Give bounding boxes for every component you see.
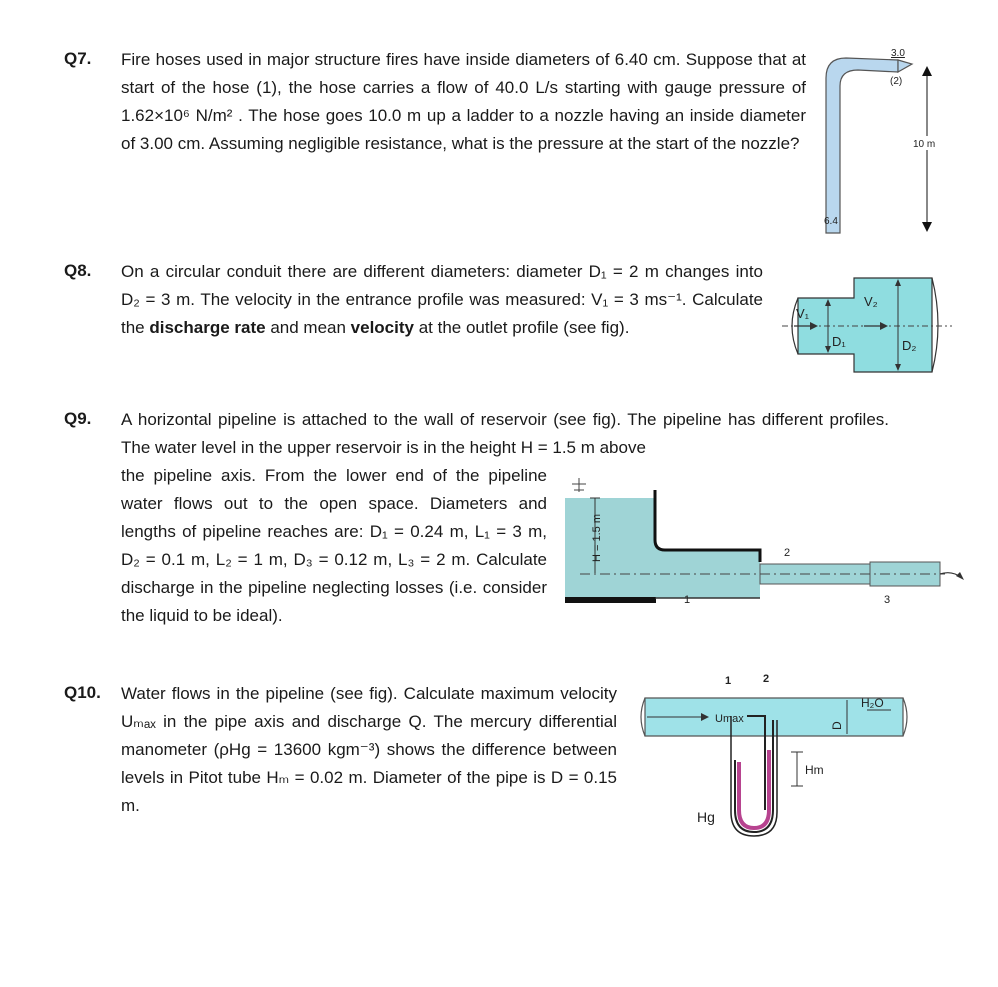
q8-text-mid: and mean [265, 318, 351, 337]
q10-hg-label: Hg [697, 809, 715, 825]
q9-section-1: 1 [684, 594, 691, 606]
q9-text-narrow: the pipeline axis. From the lower end of the pipeline water flows out to the open space. Diameters and lengths of pipeline reaches are: D₁ = 0.24 m, L₁ = 3 m, D₂ = 0.1 m, L₂ = 1 m, D₃ = 0.12 m, L₃ = 2 m. Calculate discharge in the pipeline neglecting losses (i.e. consider the liquid to be ideal). [121, 466, 547, 625]
q10-pitot-figure [635, 670, 925, 840]
q9-number: Q9. [64, 409, 92, 428]
q8-text [121, 258, 763, 342]
q7-number: Q7. [64, 49, 92, 68]
q10-h2o-label: H₂O [861, 696, 884, 710]
q8-v2-label: V₂ [864, 294, 878, 309]
q8-text-before: On a circular conduit there are different diameters: diameter D₁ = 2 m changes into D₂ = 3 m. The velocity in the entrance profile was measured: V₁ = 3 ms⁻¹. Calculate the [121, 262, 763, 337]
q10-umax-label: Umax [715, 713, 744, 725]
q7-top-label: 3.0 [891, 48, 905, 59]
q10-number: Q10. [64, 683, 101, 702]
q8-v1-label: V₁ [796, 306, 810, 321]
q7-bottom-label: 6.4 [824, 216, 838, 227]
q7-arrow-down [922, 222, 932, 232]
q8-text-after: at the outlet profile (see fig). [413, 318, 630, 337]
q8-number: Q8. [64, 261, 92, 280]
q10-point-1: 1 [725, 675, 732, 687]
q10-hm-label: Hm [805, 763, 824, 777]
q7-height-label: 10 m [913, 139, 936, 150]
q10-d-label: D [830, 721, 844, 730]
q7-point-label: (2) [890, 76, 903, 87]
q9-h-label: H = 1.5 m [591, 514, 603, 562]
q8-d2-label: D₂ [902, 338, 917, 353]
q8-bold-velocity: velocity [350, 318, 414, 337]
q7-text: Fire hoses used in major structure fires have inside diameters of 6.40 cm. Suppose that at start of the hose (1), the hose carries a flow of 40.0 L/s starting with gauge pressure of 1.62×10⁶ N/m² . The hose goes 10.0 m up a ladder to a nozzle having an inside diameter of 3.00 cm. Assuming negligible resistance, what is the pressure at the start of the nozzle? [121, 50, 806, 153]
q7-hose-figure [800, 40, 980, 240]
q9-section-3: 3 [884, 594, 891, 606]
q10-point-2: 2 [763, 673, 770, 685]
q9-section-2: 2 [784, 547, 791, 559]
q9-text-wide: A horizontal pipeline is attached to the wall of reservoir (see fig). The pipeline has different profiles. The water level in the upper reservoir is in the height H = 1.5 m above [121, 410, 889, 457]
q7-arrow-up [922, 66, 932, 76]
q8-conduit-figure [780, 270, 955, 380]
q8-bold-discharge: discharge rate [149, 318, 266, 337]
q10-text: Water flows in the pipeline (see fig). Calculate maximum velocity Uₘₐₓ in the pipe axis and discharge Q. The mercury differential manometer (ρHg = 13600 kgm⁻³) shows the difference between levels in Pitot tube Hₘ = 0.02 m. Diameter of the pipe is D = 0.15 m. [121, 684, 617, 815]
q9-reservoir-figure [560, 470, 980, 615]
q8-d1-label: D₁ [832, 334, 846, 349]
